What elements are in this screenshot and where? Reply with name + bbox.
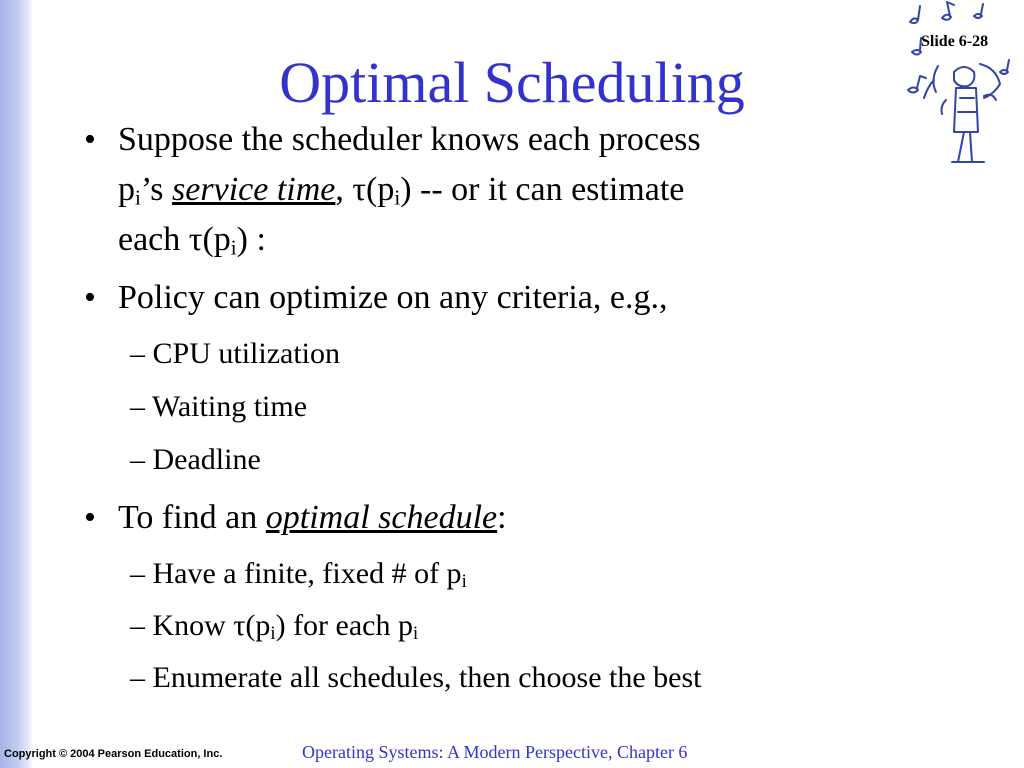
subscript: i bbox=[270, 623, 276, 645]
bullet-1-line-1: Suppose the scheduler knows each process bbox=[118, 121, 701, 158]
subscript: i bbox=[135, 185, 141, 210]
slide-title: Optimal Scheduling bbox=[279, 50, 745, 115]
subscript: i bbox=[230, 235, 237, 260]
copyright-notice: Copyright © 2004 Pearson Education, Inc. bbox=[4, 748, 223, 760]
bullet-marker: • bbox=[84, 499, 96, 536]
subscript: i bbox=[413, 623, 419, 645]
subitem bbox=[130, 608, 418, 644]
text-fragment: (p bbox=[245, 609, 271, 642]
bullet-1-line-3 bbox=[118, 220, 266, 260]
slide-number: Slide 6-28 bbox=[921, 33, 989, 50]
text-fragment: : bbox=[497, 499, 507, 536]
tau-symbol: τ bbox=[352, 171, 367, 208]
subitem: – CPU utilization bbox=[130, 337, 340, 370]
tau-symbol: τ bbox=[233, 609, 246, 642]
subscript: i bbox=[461, 571, 467, 593]
term-optimal-schedule: optimal schedule bbox=[265, 499, 498, 536]
text-fragment: each bbox=[118, 221, 189, 258]
text-fragment: ’s bbox=[140, 171, 173, 208]
text-fragment: – Have a finite, fixed # of p bbox=[130, 557, 462, 590]
bullet-1-line-2 bbox=[118, 170, 684, 210]
subitem: – Enumerate all schedules, then choose the best bbox=[130, 661, 702, 694]
bullet-2-text: Policy can optimize on any criteria, e.g., bbox=[118, 279, 668, 316]
text-fragment: – Know bbox=[130, 609, 234, 642]
subitem: – Deadline bbox=[130, 443, 261, 476]
course-footer: Operating Systems: A Modern Perspective, Chapter 6 bbox=[302, 742, 688, 762]
text-fragment: To find an bbox=[118, 499, 266, 536]
text-fragment: ) -- or it can estimate bbox=[400, 171, 685, 208]
text-fragment: ) : bbox=[236, 221, 266, 258]
text-fragment: p bbox=[118, 171, 135, 208]
bullet-marker: • bbox=[84, 279, 96, 316]
text-fragment: ) for each p bbox=[275, 609, 413, 642]
term-service-time: service time bbox=[172, 171, 336, 208]
subitem: – Waiting time bbox=[130, 390, 308, 423]
subscript: i bbox=[394, 185, 401, 210]
subitem bbox=[130, 556, 467, 592]
text-fragment: , bbox=[335, 171, 353, 208]
tau-symbol: τ bbox=[188, 221, 203, 258]
text-fragment: (p bbox=[366, 171, 395, 208]
bullet-marker: • bbox=[84, 121, 96, 158]
bullet-3-text bbox=[118, 498, 507, 538]
text-fragment: (p bbox=[202, 221, 231, 258]
